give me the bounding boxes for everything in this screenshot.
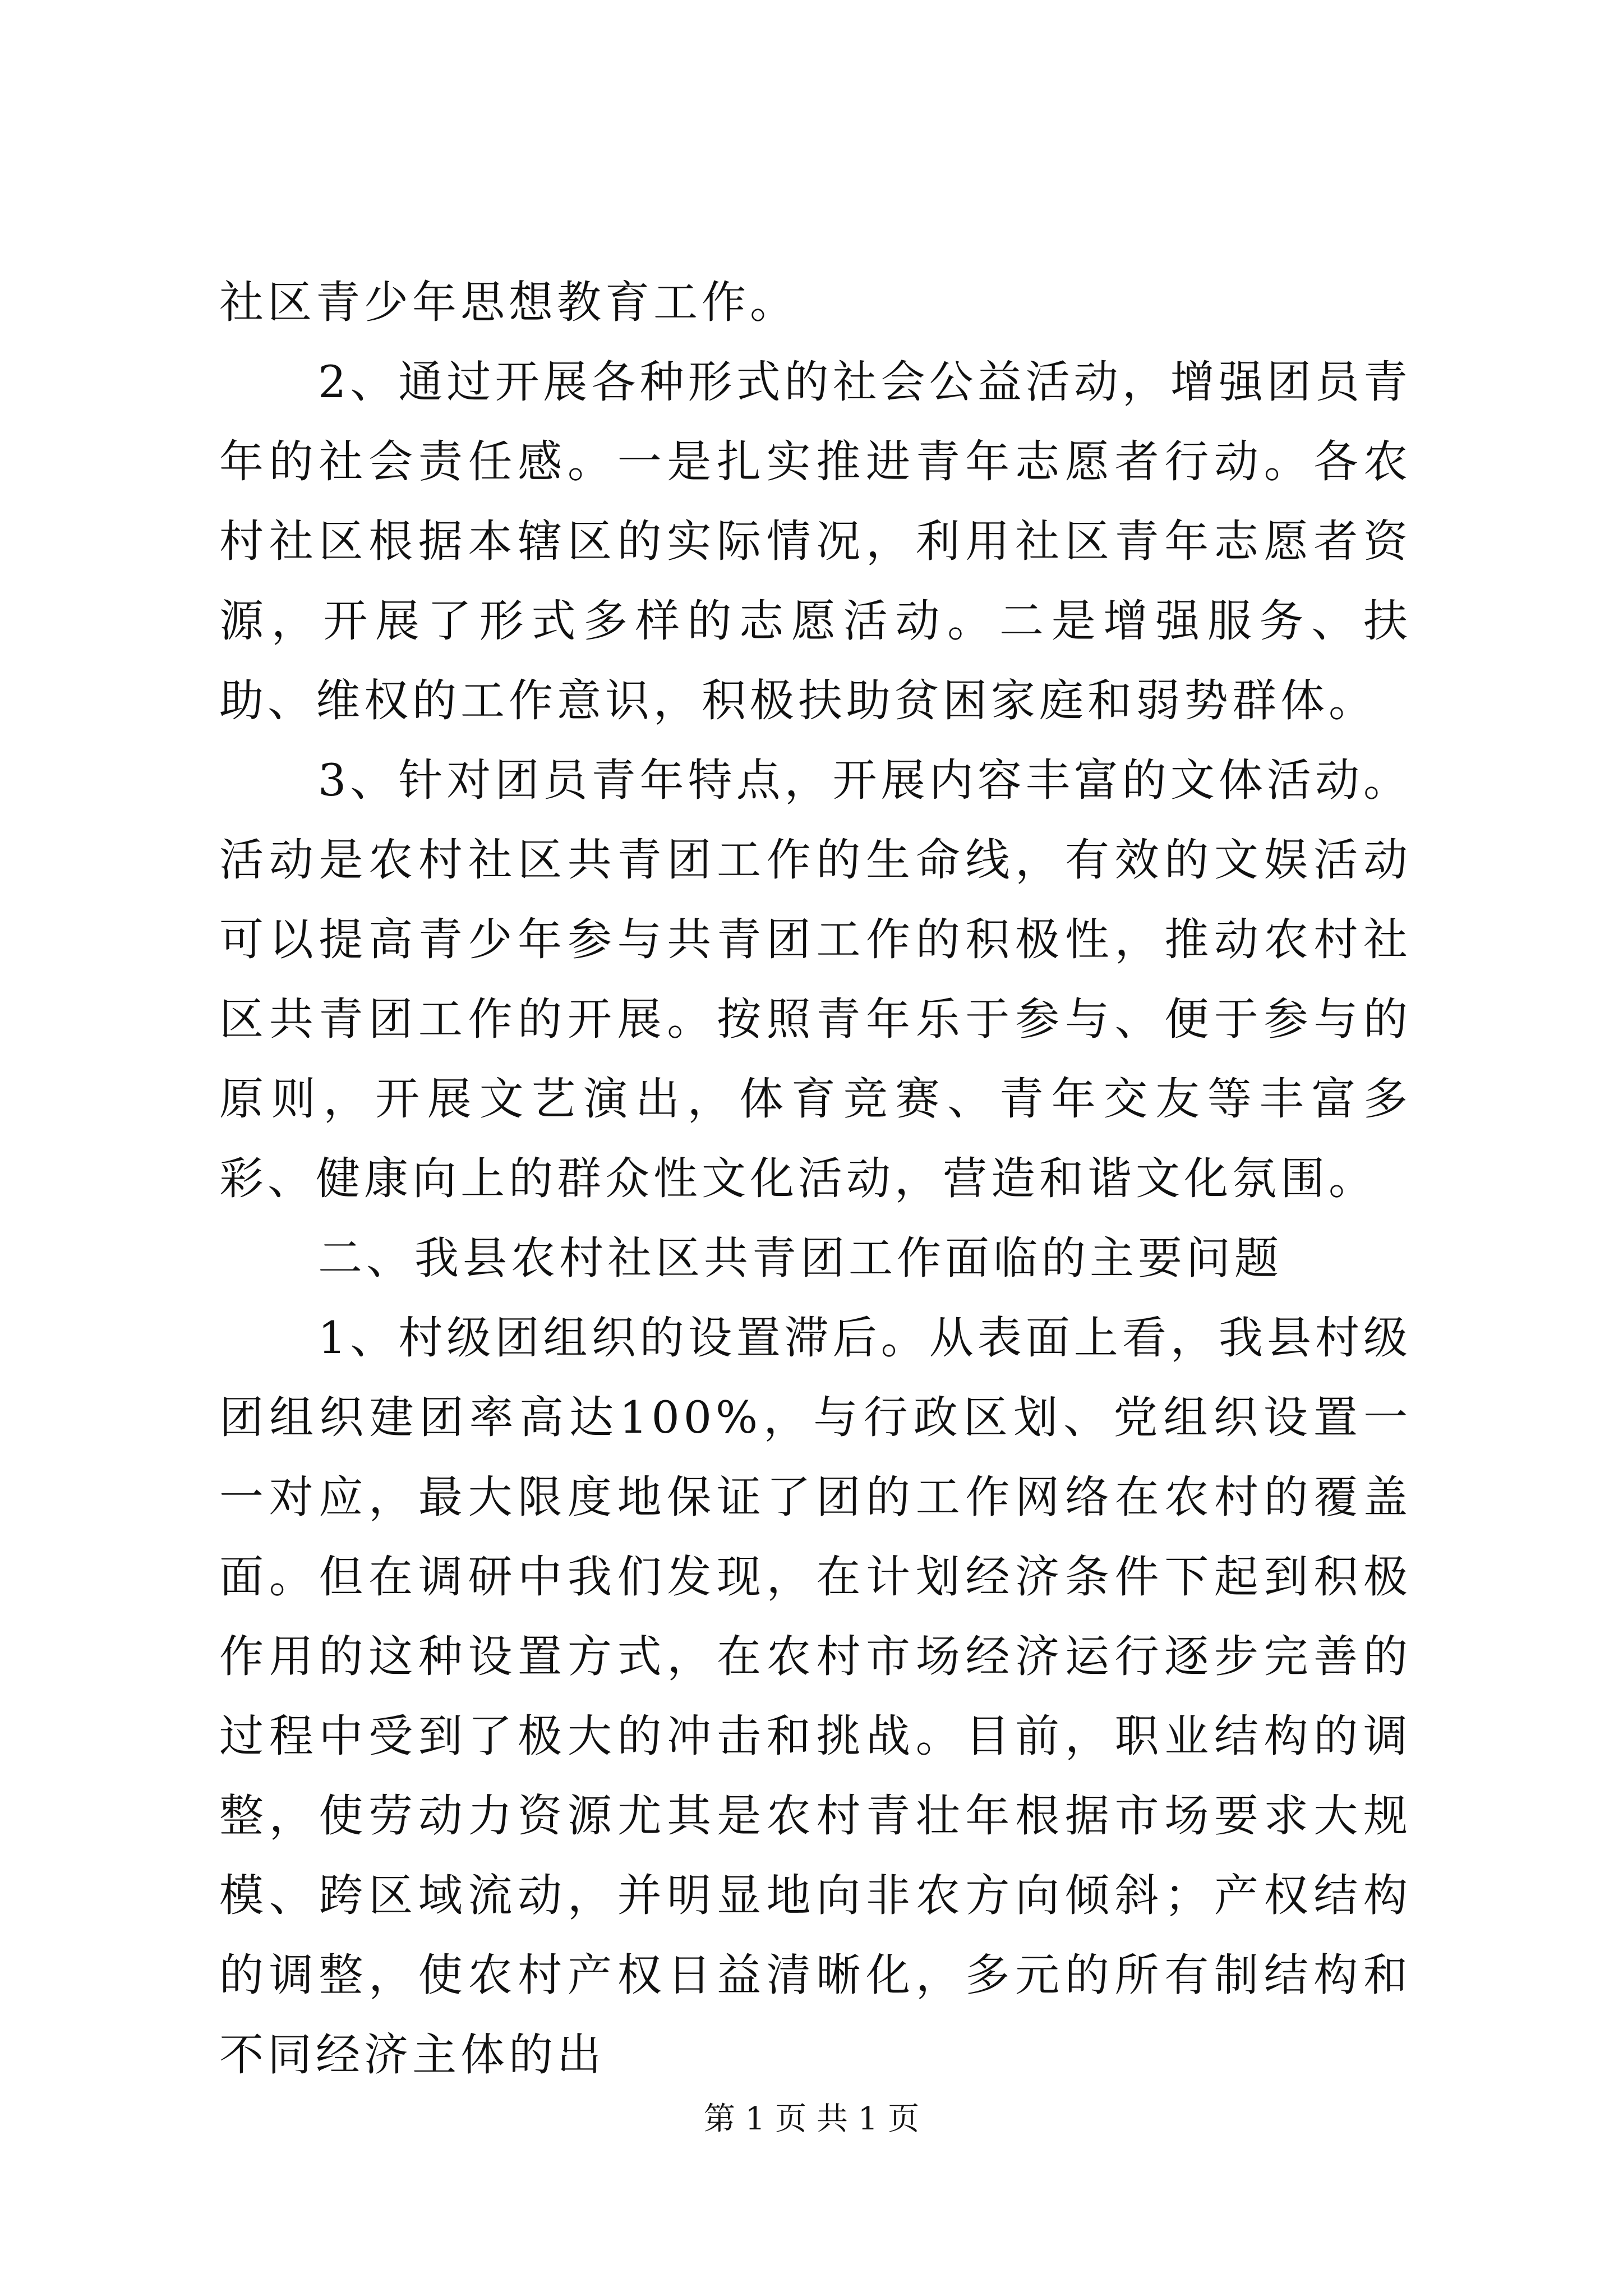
paragraph-3: 3、针对团员青年特点，开展内容丰富的文体活动。活动是农村社区共青团工作的生命线，有效的文娱活动可以提高青少年参与共青团工作的积极性，推动农村社区共青团工作的开展。按照青年乐于参与、便于参与的原则，开展文艺演出，体育竞赛、青年交友等丰富多彩、健康向上的群众性文化活动，营造和谐文化氛围。 — [219, 754, 1412, 1204]
section-heading: 二、我县农村社区共青团工作面临的主要问题 — [318, 1232, 1283, 1284]
document-body — [219, 263, 1412, 2095]
paragraph-1: 社区青少年思想教育工作。 — [219, 277, 798, 328]
page-footer: 第 1 页 共 1 页 — [703, 2101, 920, 2137]
paragraph-4: 1、村级团组织的设置滞后。从表面上看，我县村级团组织建团率高达100%，与行政区划、党组织设置一一对应，最大限度地保证了团的工作网络在农村的覆盖面。但在调研中我们发现，在计划经济条件下起到积极作用的这种设置方式，在农村市场经济运行逐步完善的过程中受到了极大的冲击和挑战。目前，职业结构的调整，使劳动力资源尤其是农村青壮年根据市场要求大规模、跨区域流动，并明显地向非农方向倾斜；产权结构的调整，使农村产权日益清晰化，多元的所有制结构和不同经济主体的出 — [219, 1312, 1412, 2081]
paragraph-2: 2、通过开展各种形式的社会公益活动，增强团员青年的社会责任感。一是扎实推进青年志愿者行动。各农村社区根据本辖区的实际情况，利用社区青年志愿者资源，开展了形式多样的志愿活动。二是增强服务、扶助、维权的工作意识，积极扶助贫困家庭和弱势群体。 — [219, 356, 1412, 726]
